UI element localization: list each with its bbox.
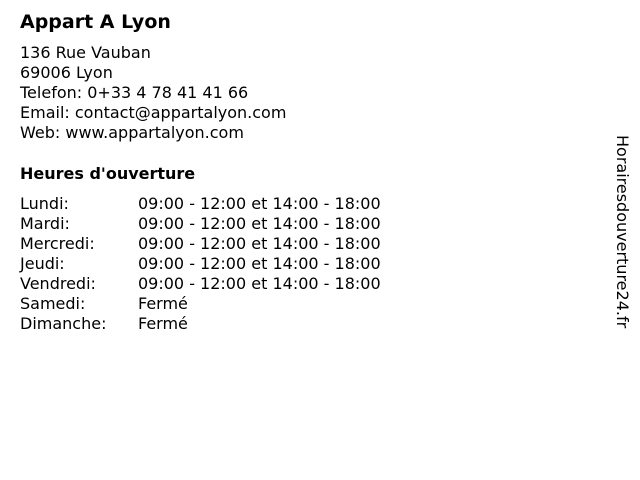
hours-day: Jeudi:	[20, 254, 65, 273]
site-watermark: Horairesdouverture24.fr	[613, 135, 632, 329]
hours-day: Samedi:	[20, 294, 86, 313]
hours-day: Dimanche:	[20, 314, 107, 333]
hours-row-sunday	[20, 314, 381, 334]
hours-day: Lundi:	[20, 194, 69, 213]
address-street: 136 Rue Vauban	[20, 43, 151, 62]
web-line: Web: www.appartalyon.com	[20, 123, 244, 142]
hours-time: 09:00 - 12:00 et 14:00 - 18:00	[138, 274, 381, 293]
contact-block	[20, 43, 286, 143]
hours-time: Fermé	[138, 314, 188, 333]
hours-time: 09:00 - 12:00 et 14:00 - 18:00	[138, 234, 381, 253]
email-line: Email: contact@appartalyon.com	[20, 103, 287, 122]
hours-time: 09:00 - 12:00 et 14:00 - 18:00	[138, 254, 381, 273]
business-name: Appart A Lyon	[20, 11, 171, 33]
hours-time: Fermé	[138, 294, 188, 313]
hours-time: 09:00 - 12:00 et 14:00 - 18:00	[138, 194, 381, 213]
hours-day: Vendredi:	[20, 274, 96, 293]
hours-row-friday	[20, 274, 381, 294]
hours-row-monday	[20, 194, 381, 214]
hours-day: Mardi:	[20, 214, 70, 233]
address-city: 69006 Lyon	[20, 63, 113, 82]
hours-table	[20, 194, 381, 334]
hours-day: Mercredi:	[20, 234, 95, 253]
hours-heading: Heures d'ouverture	[20, 164, 196, 183]
hours-row-wednesday	[20, 234, 381, 254]
hours-row-saturday	[20, 294, 381, 314]
hours-time: 09:00 - 12:00 et 14:00 - 18:00	[138, 214, 381, 233]
hours-row-thursday	[20, 254, 381, 274]
phone-line: Telefon: 0+33 4 78 41 41 66	[20, 83, 249, 102]
hours-row-tuesday	[20, 214, 381, 234]
